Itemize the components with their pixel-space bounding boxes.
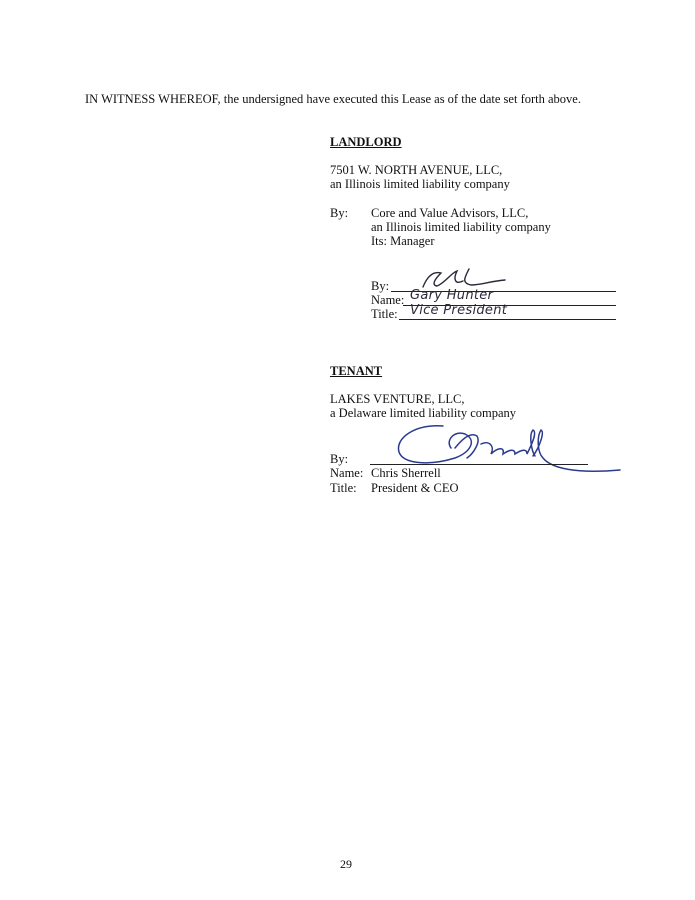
landlord-manager-name: Core and Value Advisors, LLC, [371, 206, 529, 220]
tenant-by-label: By: [330, 452, 349, 466]
sig-title-line [399, 319, 616, 320]
witness-clause: IN WITNESS WHEREOF, the undersigned have executed this Lease as of the date set forth above. [85, 92, 581, 106]
landlord-entity-name: 7501 W. NORTH AVENUE, LLC, [330, 163, 503, 177]
tenant-heading: TENANT [330, 364, 383, 378]
landlord-manager-type: an Illinois limited liability company [371, 220, 551, 234]
sig-name-label: Name: [371, 293, 405, 307]
sig-title-handwritten: Vice President [410, 303, 508, 318]
landlord-heading: LANDLORD [330, 135, 402, 149]
page-number: 29 [340, 857, 352, 871]
tenant-name-value: Chris Sherrell [371, 466, 441, 480]
tenant-entity-type: a Delaware limited liability company [330, 406, 517, 420]
landlord-entity-type: an Illinois limited liability company [330, 177, 510, 191]
tenant-title-label: Title: [330, 481, 357, 495]
tenant-by-line [370, 464, 588, 465]
landlord-manager-role: Its: Manager [371, 234, 435, 248]
tenant-name-label: Name: [330, 466, 364, 480]
sig-name-handwritten: Gary Hunter [410, 288, 494, 303]
tenant-title-value: President & CEO [371, 481, 459, 495]
tenant-entity-name: LAKES VENTURE, LLC, [330, 392, 465, 406]
sig-by-label: By: [371, 279, 390, 293]
landlord-by-label: By: [330, 206, 349, 220]
sig-title-label: Title: [371, 307, 398, 321]
